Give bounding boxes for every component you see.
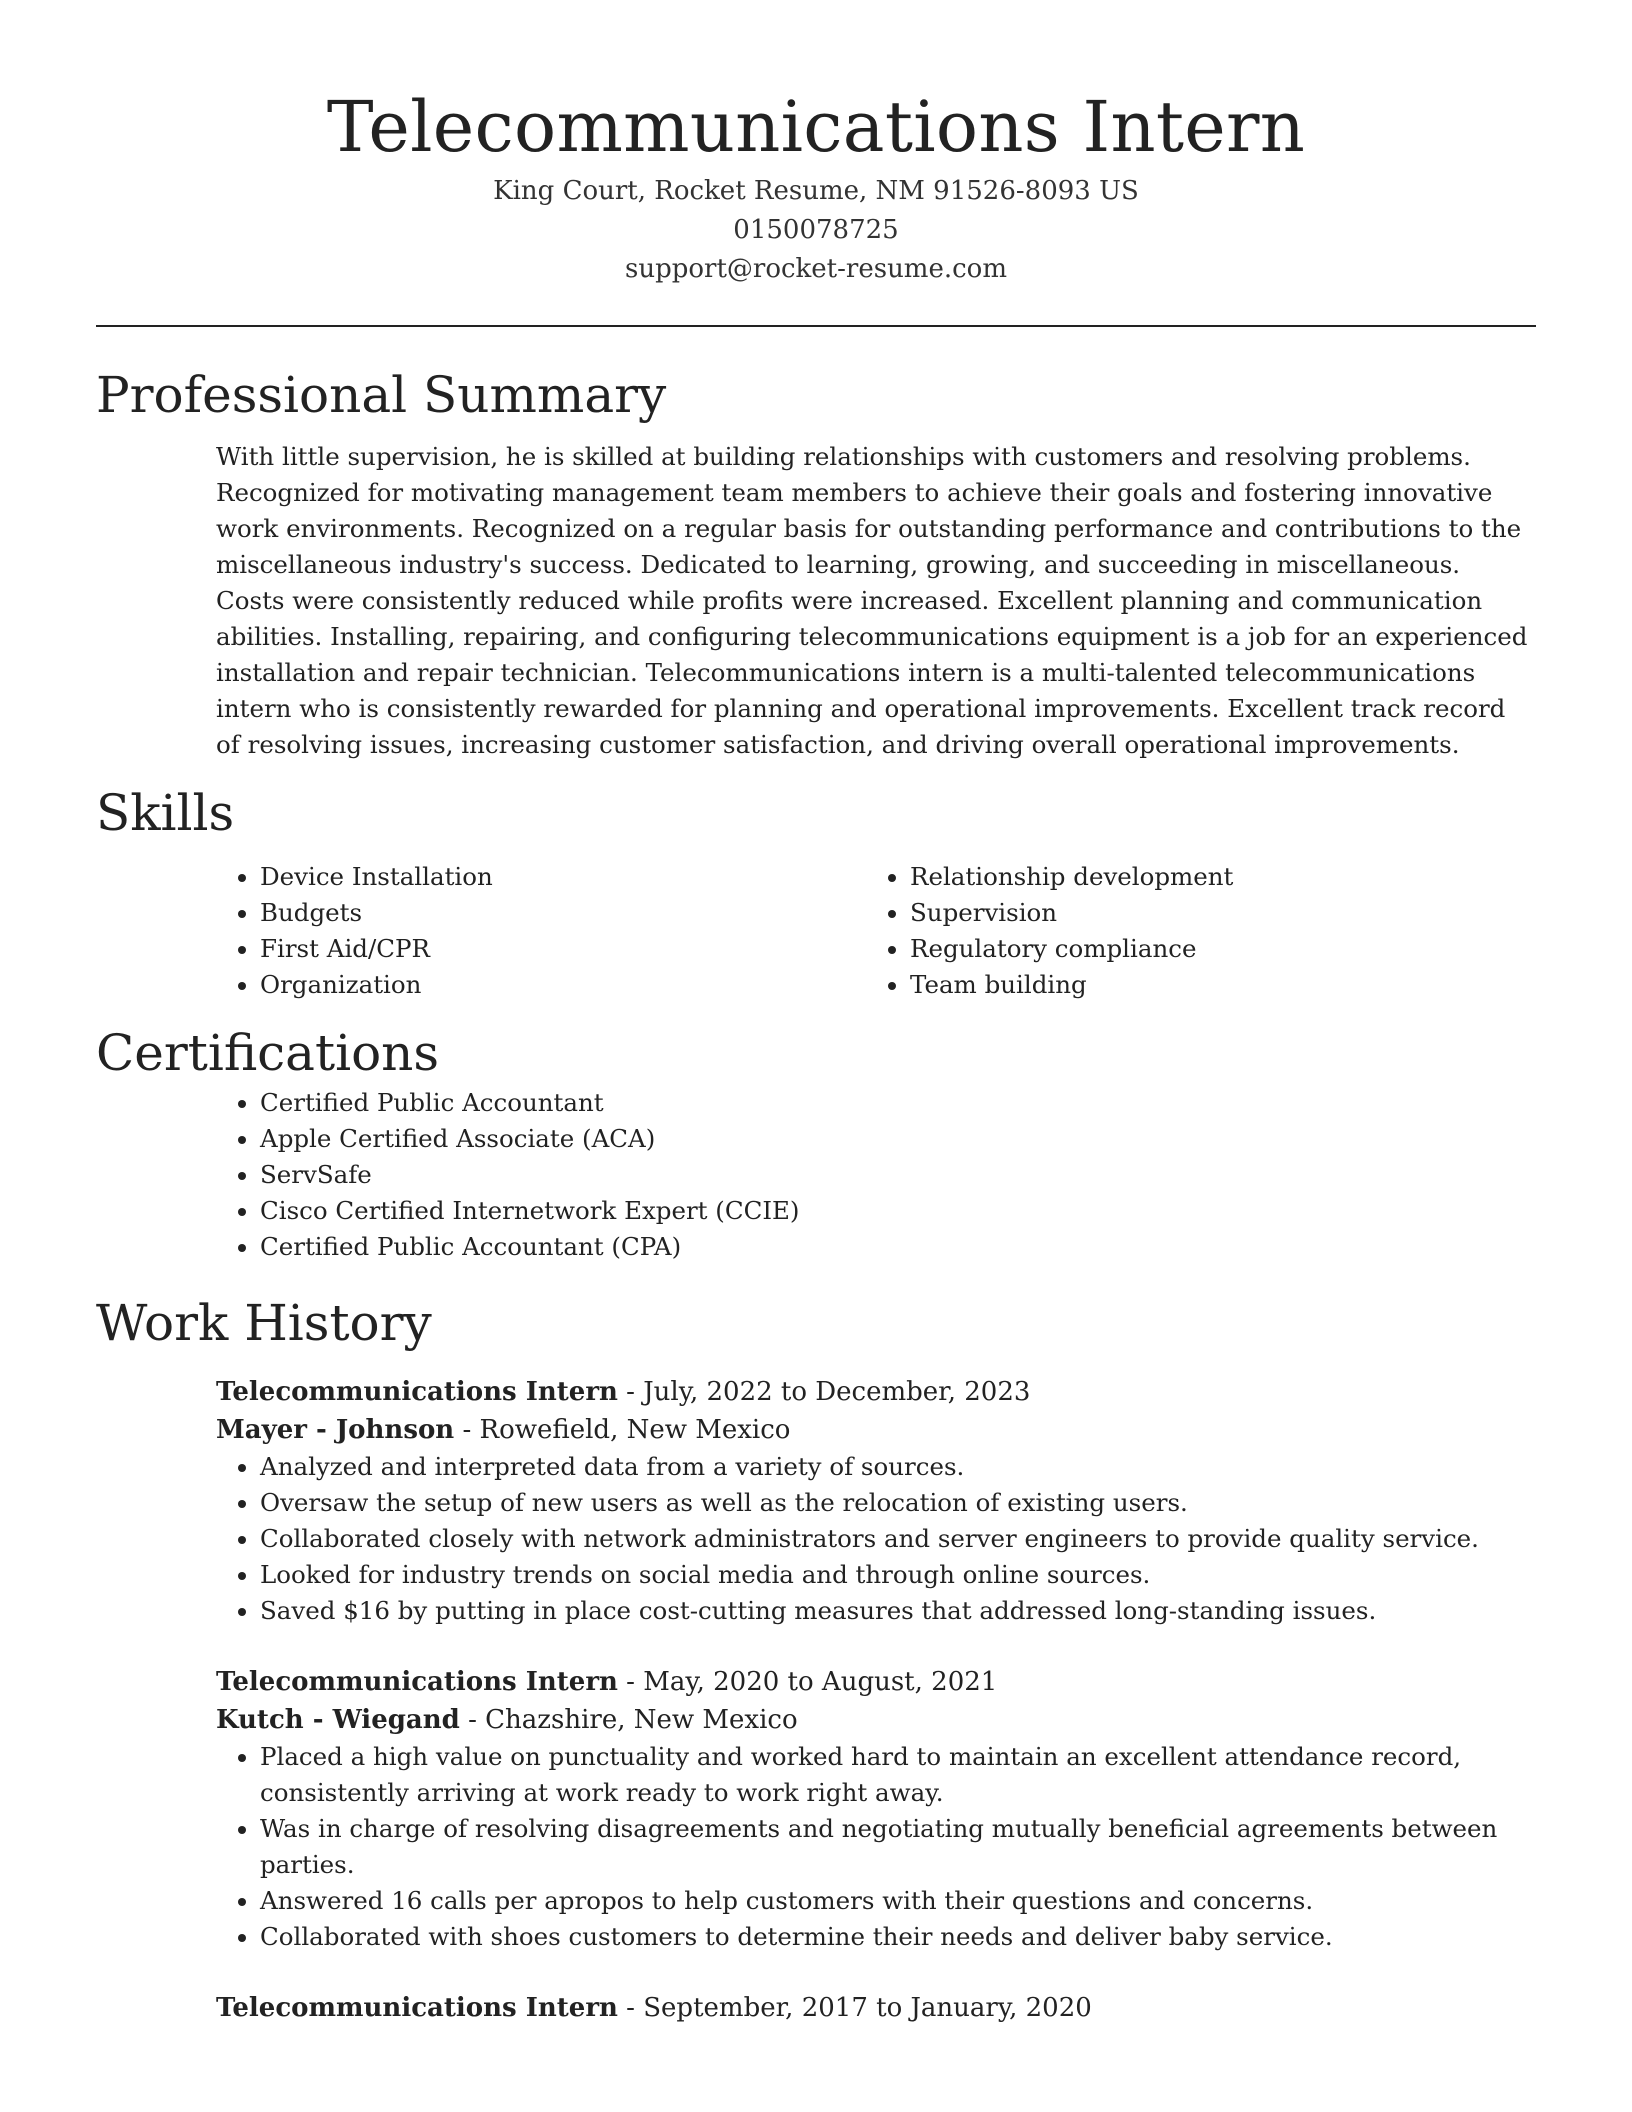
job-title-line	[216, 1373, 1536, 1411]
work-history-section	[96, 1291, 1536, 2027]
certification-item: • Certified Public Accountant	[260, 1085, 1536, 1121]
section-title-work-history: Work History	[96, 1294, 432, 1352]
job-company: Mayer - Johnson	[216, 1415, 455, 1445]
skills-section	[96, 781, 1536, 1003]
job-title: Telecommunications Intern	[216, 1667, 618, 1697]
resume-name: Telecommunications Intern	[326, 86, 1306, 168]
certification-item: • ServSafe	[260, 1157, 1536, 1193]
job-entry	[216, 1373, 1536, 1629]
job-location: - Chazshire, New Mexico	[459, 1705, 798, 1735]
skill-item: • Organization	[260, 967, 866, 1003]
skill-item: • Team building	[910, 967, 1516, 1003]
job-dates: - July, 2022 to December, 2023	[617, 1377, 1031, 1407]
job-duty-item: • Collaborated with shoes customers to determine their needs and deliver baby service.	[260, 1919, 1536, 1955]
job-title-line	[216, 1989, 1536, 2027]
skills-list-left	[216, 859, 866, 1003]
resume-header	[96, 0, 1536, 289]
section-title-professional-summary: Professional Summary	[96, 366, 667, 424]
job-dates: - May, 2020 to August, 2021	[617, 1667, 998, 1697]
summary-text: With little supervision, he is skilled at building relationships with customers and resolving problems. Recognized for motivating management team members to achieve their goals and fostering innovative work environments. Recognized on a regular basis for outstanding performance and contributions to the miscellaneous industry's success. Dedicated to learning, growing, and succeeding in miscellaneous. Costs were consistently reduced while profits were increased. Excellent planning and communication abilities. Installing, repairing, and configuring telecommunications equipment is a job for an experienced installation and repair technician. Telecommunications intern is a multi-talented telecommunications intern who is consistently rewarded for planning and operational improvements. Excellent track record of resolving issues, increasing customer satisfaction, and driving overall operational improvements.	[216, 442, 1528, 759]
job-title: Telecommunications Intern	[216, 1993, 618, 2023]
job-duties-list	[216, 1449, 1536, 1629]
skill-item: • First Aid/CPR	[260, 931, 866, 967]
phone-number: 0150078725	[733, 215, 899, 245]
job-duty-item: • Answered 16 calls per apropos to help customers with their questions and concerns.	[260, 1883, 1536, 1919]
job-duty-item: • Oversaw the setup of new users as well as the relocation of existing users.	[260, 1485, 1536, 1521]
certification-item: • Cisco Certified Internetwork Expert (CCIE)	[260, 1193, 1536, 1229]
job-title-line	[216, 1663, 1536, 1701]
certifications-list	[216, 1085, 1536, 1265]
skills-columns	[216, 859, 1536, 1003]
address: King Court, Rocket Resume, NM 91526-8093 US	[493, 176, 1139, 206]
email-address: support@rocket-resume.com	[624, 254, 1007, 284]
job-entry	[216, 1663, 1536, 1955]
certification-item: • Certified Public Accountant (CPA)	[260, 1229, 1536, 1265]
job-duty-item: • Looked for industry trends on social media and through online sources.	[260, 1557, 1536, 1593]
job-duty-item: • Analyzed and interpreted data from a variety of sources.	[260, 1449, 1536, 1485]
section-title-certifications: Certifications	[96, 1024, 440, 1082]
skill-item: • Device Installation	[260, 859, 866, 895]
job-duty-item: • Placed a high value on punctuality and worked hard to maintain an excellent attendance record, consistently arriving at work ready to work right away.	[260, 1739, 1536, 1811]
job-duty-item: • Was in charge of resolving disagreements and negotiating mutually beneficial agreements between parties.	[260, 1811, 1536, 1883]
job-entry	[216, 1989, 1536, 2027]
skill-item: • Relationship development	[910, 859, 1516, 895]
job-location: - Rowefield, New Mexico	[454, 1415, 791, 1445]
job-company: Kutch - Wiegand	[216, 1705, 460, 1735]
header-divider	[96, 325, 1536, 327]
professional-summary-section	[96, 363, 1536, 763]
job-duty-item: • Collaborated closely with network administrators and server engineers to provide quality service.	[260, 1521, 1536, 1557]
job-dates: - September, 2017 to January, 2020	[617, 1993, 1092, 2023]
certifications-section	[96, 1021, 1536, 1265]
job-duty-item: • Saved $16 by putting in place cost-cutting measures that addressed long-standing issues.	[260, 1593, 1536, 1629]
job-title: Telecommunications Intern	[216, 1377, 618, 1407]
job-company-line	[216, 1411, 1536, 1449]
skill-item: • Regulatory compliance	[910, 931, 1516, 967]
skills-list-right	[866, 859, 1516, 1003]
skill-item: • Budgets	[260, 895, 866, 931]
section-title-skills: Skills	[96, 784, 235, 842]
job-company-line	[216, 1701, 1536, 1739]
job-duties-list	[216, 1739, 1536, 1955]
skill-item: • Supervision	[910, 895, 1516, 931]
certification-item: • Apple Certified Associate (ACA)	[260, 1121, 1536, 1157]
